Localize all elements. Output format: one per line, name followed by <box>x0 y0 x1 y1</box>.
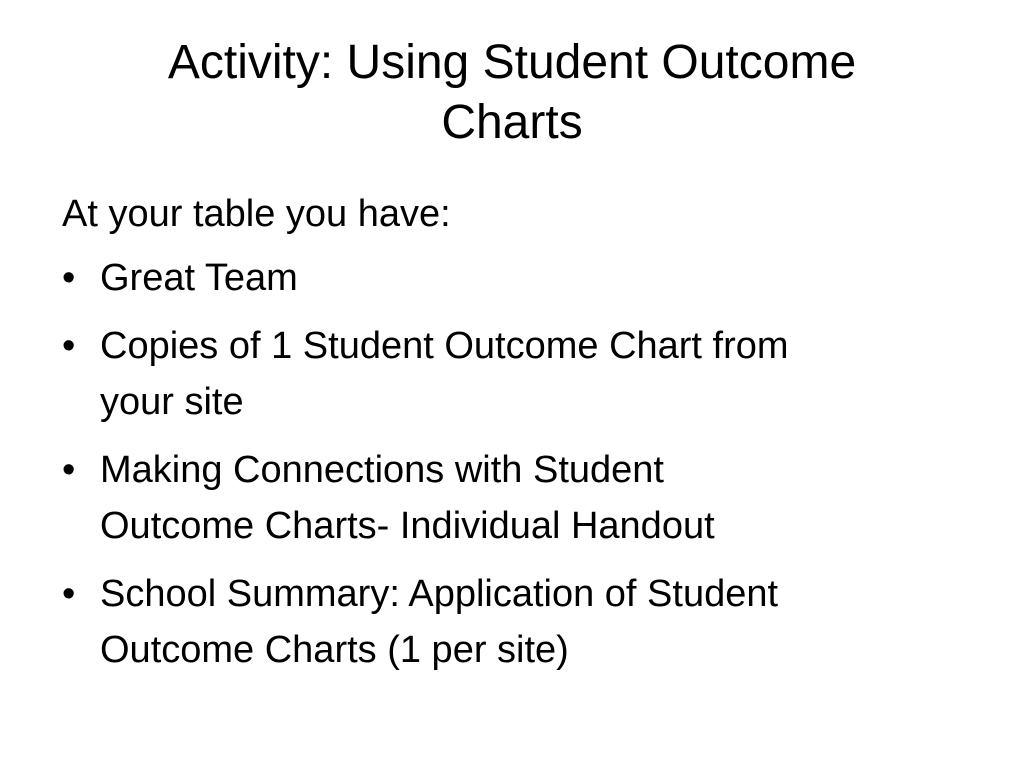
bullet-icon: • <box>62 449 76 491</box>
bullet-text-line: Making Connections with Student <box>100 449 664 491</box>
bullet-item-making-connections <box>62 442 962 554</box>
intro-text: At your table you have: <box>62 193 451 235</box>
bullet-text <box>100 250 962 306</box>
bullet-item-school-summary <box>62 566 962 678</box>
bullet-icon: • <box>62 573 76 615</box>
bullet-text-line: Outcome Charts (1 per site) <box>100 629 569 671</box>
bullet-text <box>100 318 962 430</box>
slide-body <box>62 190 962 690</box>
bullet-text-line: School Summary: Application of Student <box>100 573 779 615</box>
bullet-list <box>62 250 962 678</box>
bullet-text-line: Outcome Charts- Individual Handout <box>100 505 715 547</box>
slide-title <box>0 33 1024 153</box>
bullet-item-great-team <box>62 250 962 306</box>
slide-title-line-1: Activity: Using Student Outcome <box>167 36 857 89</box>
bullet-icon: • <box>62 325 76 367</box>
slide-title-line-2: Charts <box>441 96 583 149</box>
bullet-text <box>100 566 962 678</box>
bullet-item-chart-copies <box>62 318 962 430</box>
bullet-text <box>100 442 962 554</box>
bullet-text-line: Copies of 1 Student Outcome Chart from <box>100 325 789 367</box>
bullet-icon: • <box>62 257 76 299</box>
bullet-text-line: your site <box>100 381 244 423</box>
bullet-text-line: Great Team <box>100 257 298 299</box>
